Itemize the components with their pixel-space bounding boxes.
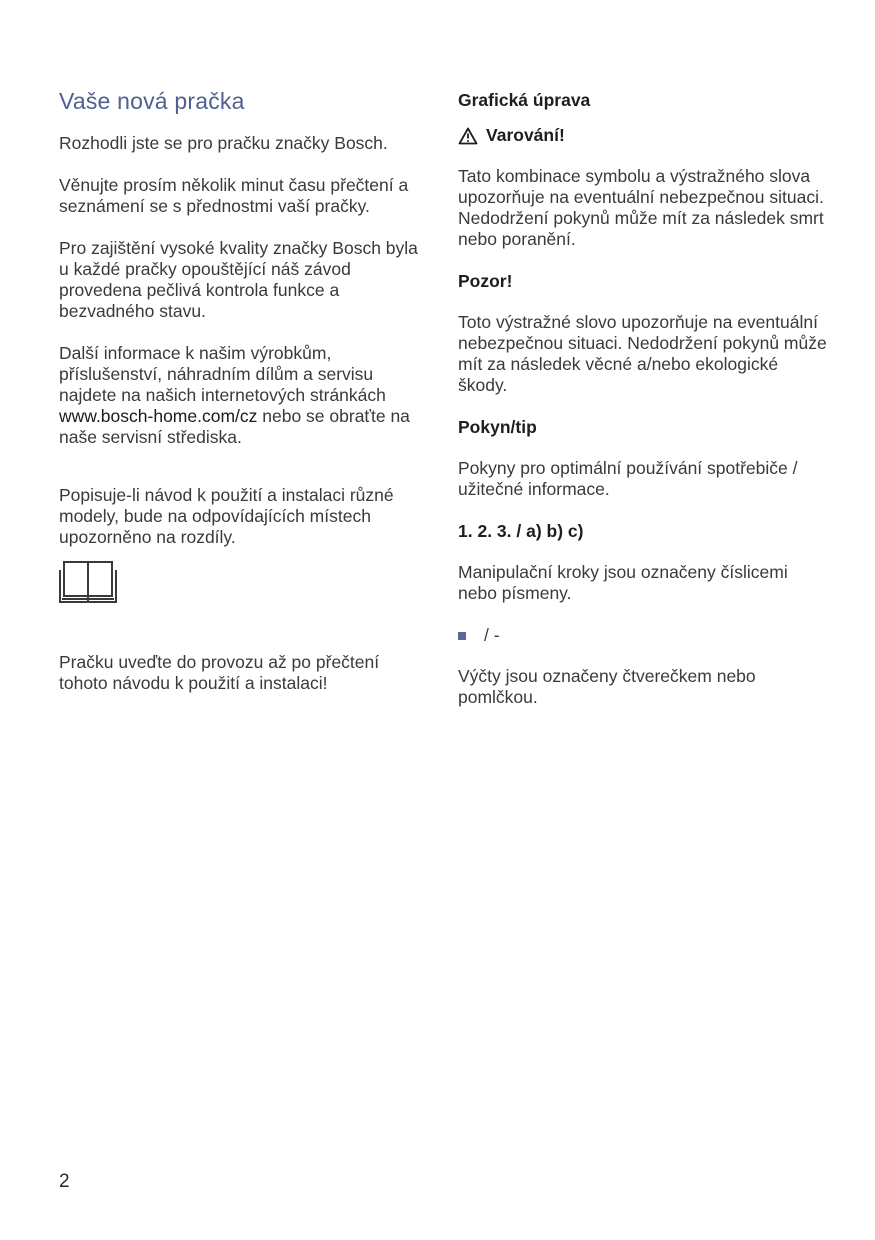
info-text-after: nebo se obraťte na naše servisní střediska.	[59, 406, 410, 447]
warning-label: Varování!	[486, 125, 565, 145]
list-text: Výčty jsou označeny čtverečkem nebo pomlčkou.	[458, 666, 756, 707]
quality-paragraph: Pro zajištění vysoké kvality značky Bosch byla u každé pračky opouštějící náš závod provedena pečlivá kontrola funkce a bezvadného stavu.	[59, 238, 418, 321]
steps-heading	[458, 521, 828, 542]
website-link[interactable]: www.bosch-home.com/cz	[59, 406, 258, 426]
warning-heading	[458, 125, 828, 146]
info-paragraph	[59, 343, 429, 448]
steps-text: Manipulační kroky jsou označeny číslicemi nebo písmeny.	[458, 562, 788, 603]
caution-text: Toto výstražné slovo upozorňuje na eventuální nebezpečnou situaci. Nedodržení pokynů může mít za následek věcné a/nebo ekologické škody.	[458, 312, 827, 395]
left-column	[59, 88, 429, 715]
manual-book-icon	[59, 560, 117, 604]
right-column	[458, 90, 828, 729]
warning-text: Tato kombinace symbolu a výstražného slova upozorňuje na eventuální nebezpečnou situaci. Nedodržení pokynů může mít za následek smrt nebo poranění.	[458, 166, 824, 249]
graphics-heading-text: Grafická úprava	[458, 90, 591, 110]
page-number: 2	[59, 1171, 70, 1192]
tip-label: Pokyn/tip	[458, 417, 537, 437]
reading-paragraph: Věnujte prosím několik minut času přečtení a seznámení se s přednostmi vaší pračky.	[59, 175, 409, 216]
bullet-square-icon	[458, 632, 466, 640]
start-paragraph: Pračku uveďte do provozu až po přečtení tohoto návodu k použití a instalaci!	[59, 652, 380, 693]
tip-text: Pokyny pro optimální používání spotřebiče / užitečné informace.	[458, 458, 798, 499]
tip-heading	[458, 417, 828, 438]
caution-heading	[458, 271, 828, 292]
bullet-symbols-text: / -	[484, 625, 500, 645]
intro-paragraph: Rozhodli jste se pro pračku značky Bosch.	[59, 133, 388, 153]
steps-label: 1. 2. 3. / a) b) c)	[458, 521, 584, 541]
graphics-heading	[458, 90, 828, 111]
models-paragraph: Popisuje-li návod k použití a instalaci různé modely, bude na odpovídajících místech upozorněno na rozdíly.	[59, 485, 394, 547]
warning-triangle-icon	[458, 127, 478, 145]
info-text-before: Další informace k našim výrobkům, příslušenství, náhradním dílům a servisu najdete na našich internetových stránkách	[59, 343, 386, 405]
caution-label: Pozor!	[458, 271, 513, 291]
page-title: Vaše nová pračka	[59, 88, 245, 114]
bullet-symbols	[458, 625, 828, 646]
